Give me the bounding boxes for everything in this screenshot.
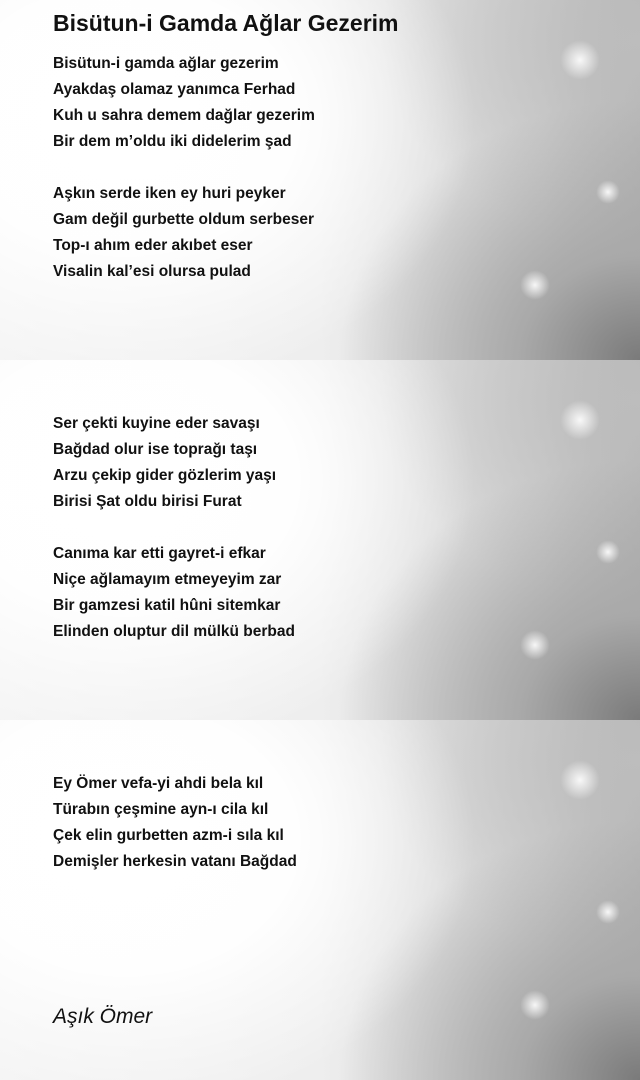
background-glow [520, 270, 550, 300]
poem-line: Ayakdaş olamaz yanımca Ferhad [53, 81, 296, 98]
background-glow [560, 40, 600, 80]
poem-line: Çek elin gurbetten azm-i sıla kıl [53, 827, 284, 844]
background-glow [596, 180, 620, 204]
poem-line: Bir dem m’oldu iki didelerim şad [53, 133, 292, 150]
stanza-1 [53, 51, 315, 155]
poem-line: Demişler herkesin vatanı Bağdad [53, 853, 297, 870]
poem-line: Niçe ağlamayım etmeyeyim zar [53, 571, 282, 588]
poem-panel-2 [0, 360, 640, 720]
poem-line: Arzu çekip gider gözlerim yaşı [53, 467, 277, 484]
poem-title: Bisütun-i Gamda Ağlar Gezerim [53, 10, 399, 36]
poem-line: Bağdad olur ise toprağı taşı [53, 441, 258, 458]
poem-line: Bir gamzesi katil hûni sitemkar [53, 597, 281, 614]
poem-line: Aşkın serde iken ey huri peyker [53, 185, 286, 202]
poem-line: Elinden oluptur dil mülkü berbad [53, 623, 295, 640]
poem-panel-1 [0, 0, 640, 360]
author-signature: Aşık Ömer [53, 1005, 153, 1028]
poem-line: Türabın çeşmine ayn-ı cila kıl [53, 801, 269, 818]
background-glow [520, 630, 550, 660]
poem-line: Ser çekti kuyine eder savaşı [53, 415, 260, 432]
poem-line: Top-ı ahım eder akıbet eser [53, 237, 253, 254]
poem-line: Visalin kal’esi olursa pulad [53, 263, 251, 280]
poem-line: Birisi Şat oldu birisi Furat [53, 493, 242, 510]
poem-line: Bisütun-i gamda ağlar gezerim [53, 55, 279, 72]
background-glow [596, 540, 620, 564]
background-glow [560, 760, 600, 800]
poem-panel-3 [0, 720, 640, 1080]
poem-line: Gam değil gurbette oldum serbeser [53, 211, 314, 228]
background-glow [596, 900, 620, 924]
poem-line: Canıma kar etti gayret-i efkar [53, 545, 266, 562]
stanza-2 [53, 181, 314, 285]
background-glow [520, 990, 550, 1020]
stanza-4 [53, 541, 295, 645]
stanza-5 [53, 771, 297, 875]
poem-line: Kuh u sahra demem dağlar gezerim [53, 107, 315, 124]
background-glow [560, 400, 600, 440]
poem-line: Ey Ömer vefa-yi ahdi bela kıl [53, 775, 264, 792]
stanza-3 [53, 411, 276, 515]
